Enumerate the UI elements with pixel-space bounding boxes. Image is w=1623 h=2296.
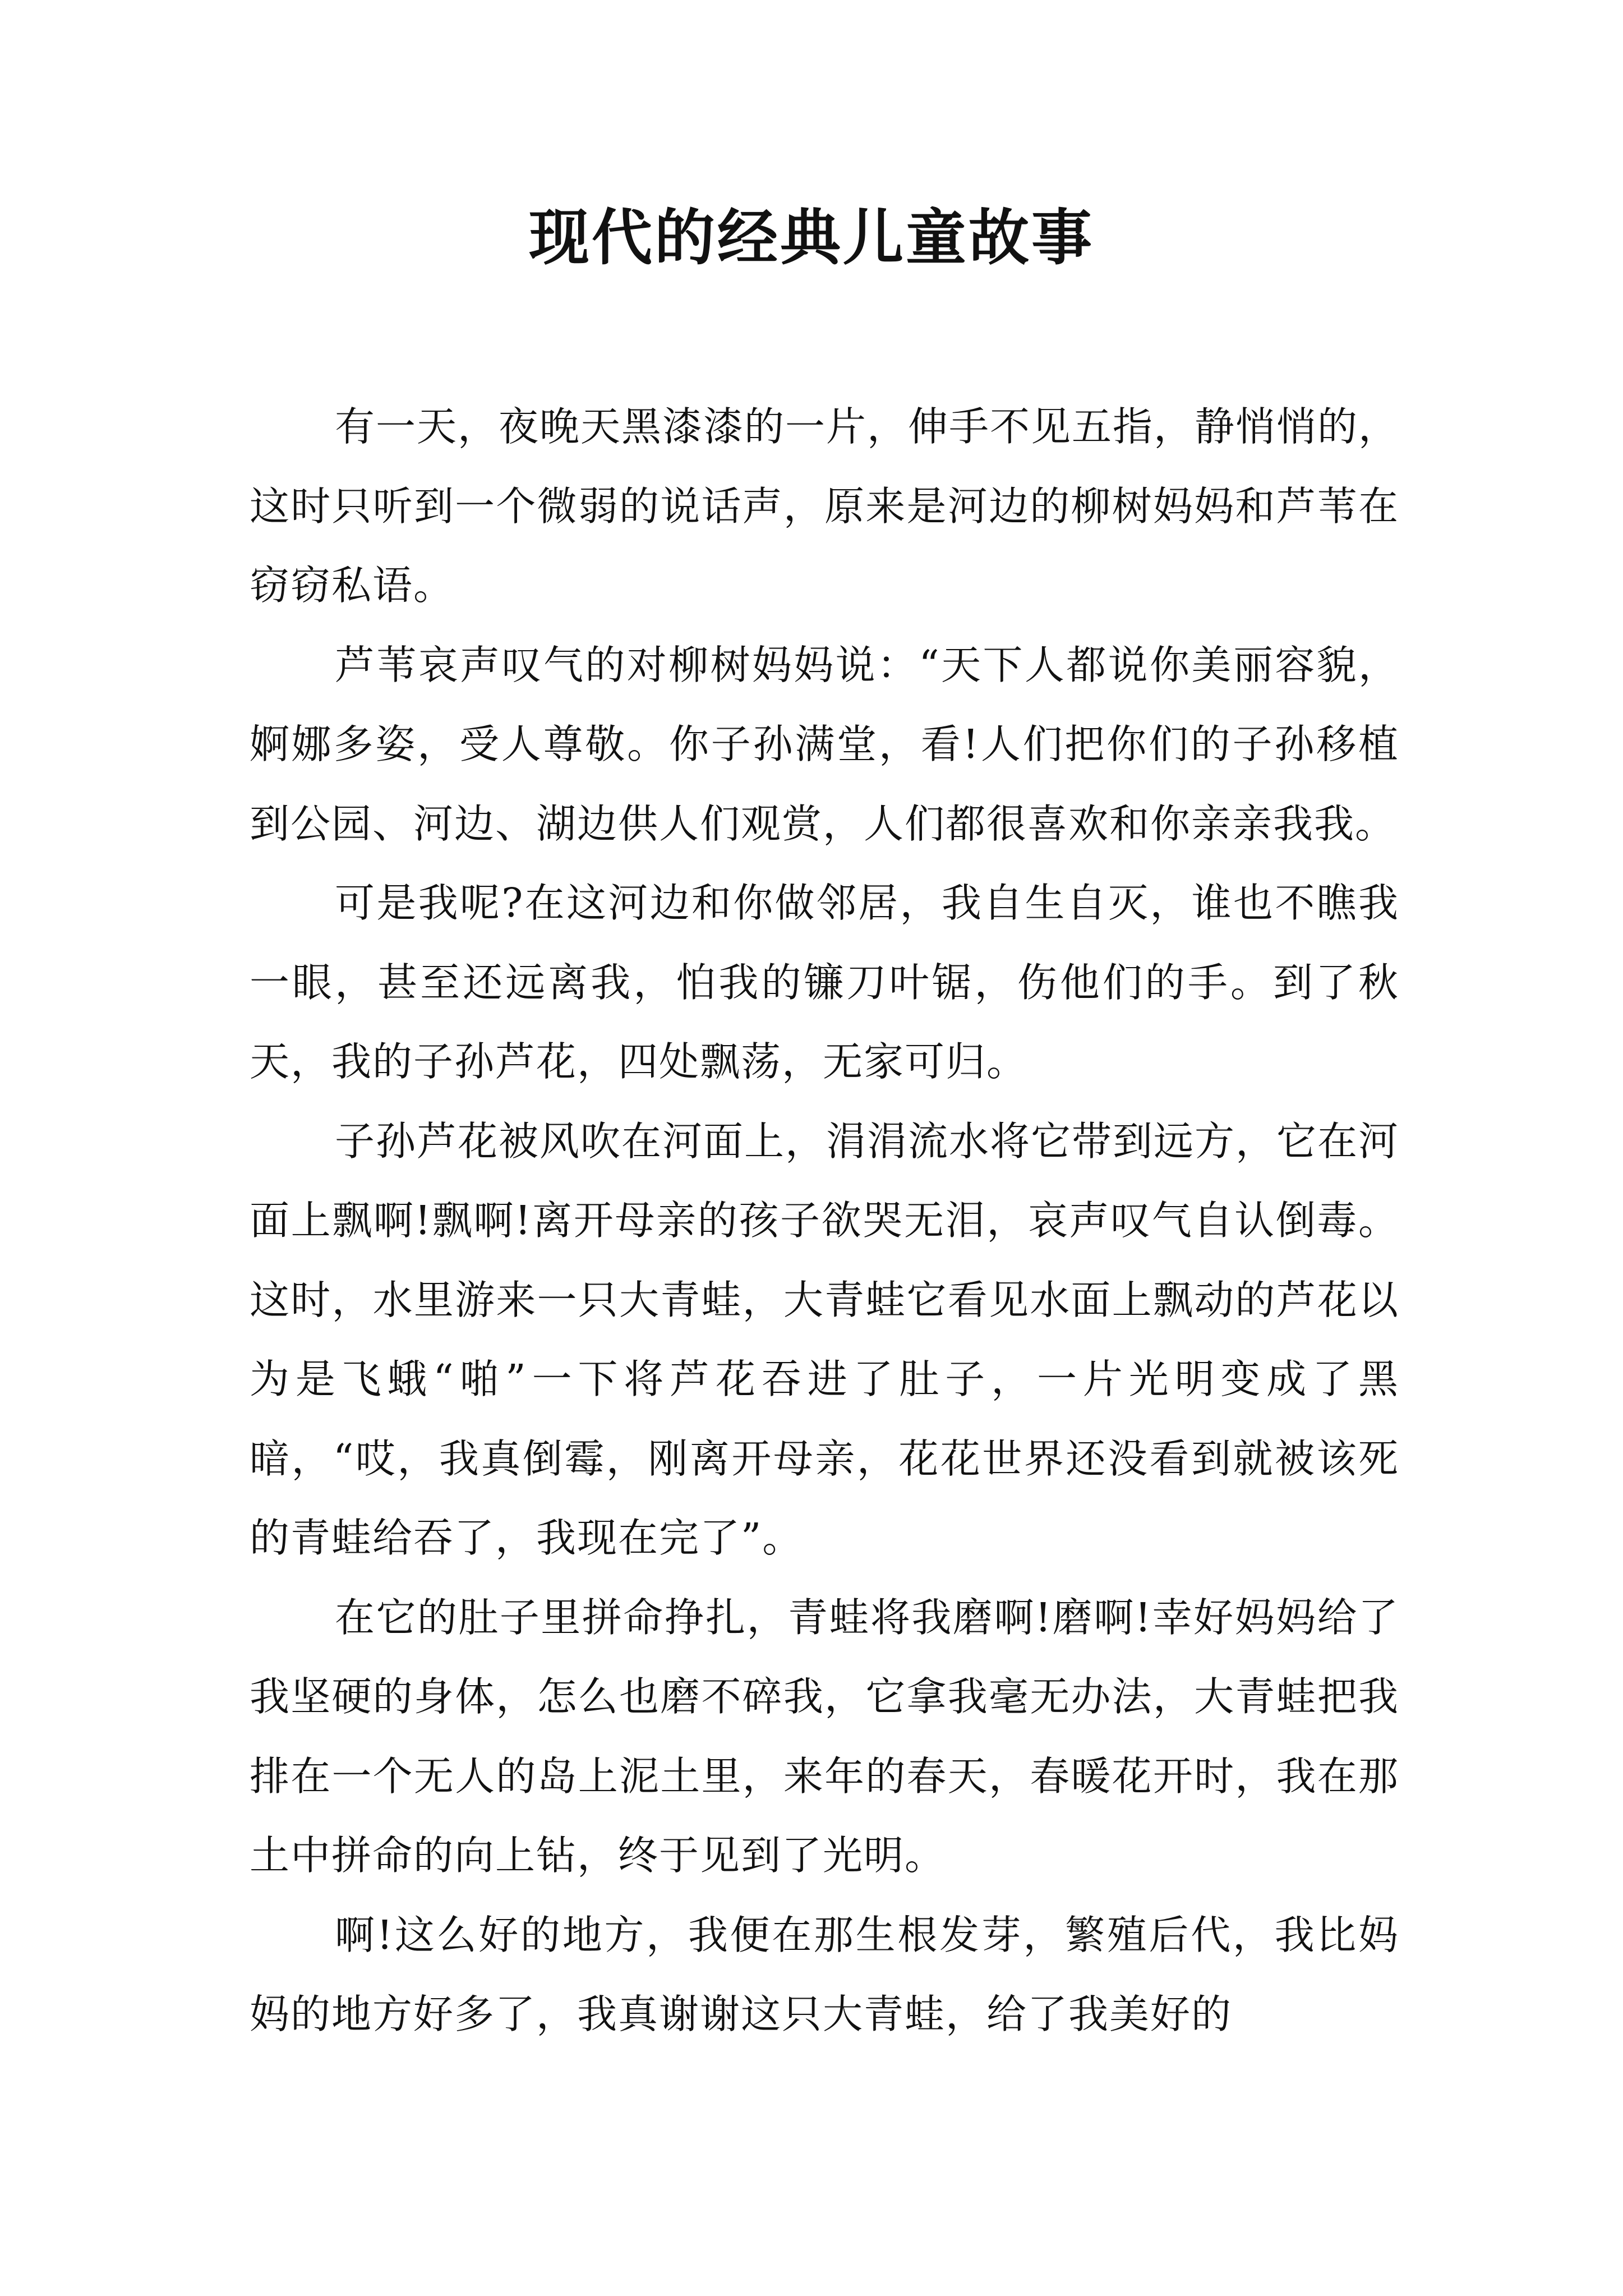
- story-body: [250, 387, 1399, 2054]
- paragraph-5: 在它的肚子里拼命挣扎，青蛙将我磨啊!磨啊!幸好妈妈给了我坚硬的身体，怎么也磨不碎我，它拿我毫无办法，大青蛙把我排在一个无人的岛上泥土里，来年的春天，春暖花开时，我在那土中拼命的向上钻，终于见到了光明。: [250, 1594, 1399, 1879]
- paragraph-4: 子孙芦花被风吹在河面上，涓涓流水将它带到远方，它在河面上飘啊!飘啊!离开母亲的孩子欲哭无泪，哀声叹气自认倒毒。这时，水里游来一只大青蛙，大青蛙它看见水面上飘动的芦花以为是飞蛾“啪”一下将芦花吞进了肚子，一片光明变成了黑暗，“哎，我真倒霉，刚离开母亲，花花世界还没看到就被该死的青蛙给吞了，我现在完了”。: [250, 1117, 1400, 1561]
- page-title: 现代的经典儿童故事: [528, 203, 1094, 273]
- paragraph-6: 啊!这么好的地方，我便在那生根发芽，繁殖后代，我比妈妈的地方好多了，我真谢谢这只大青蛙，给了我美好的: [250, 1911, 1399, 2037]
- paragraph-1: 有一天，夜晚天黑漆漆的一片，伸手不见五指，静悄悄的，这时只听到一个微弱的说话声，原来是河边的柳树妈妈和芦苇在窃窃私语。: [250, 403, 1400, 609]
- paragraph-3: 可是我呢?在这河边和你做邻居，我自生自灭，谁也不瞧我一眼，甚至还远离我，怕我的镰刀叶锯，伤他们的手。到了秋天，我的子孙芦花，四处飘荡，无家可归。: [250, 880, 1399, 1085]
- paragraph-2: 芦苇哀声叹气的对柳树妈妈说：“天下人都说你美丽容貌，婀娜多姿，受人尊敬。你子孙满堂，看!人们把你们的子孙移植到公园、河边、湖边供人们观赏，人们都很喜欢和你亲亲我我。: [250, 641, 1399, 847]
